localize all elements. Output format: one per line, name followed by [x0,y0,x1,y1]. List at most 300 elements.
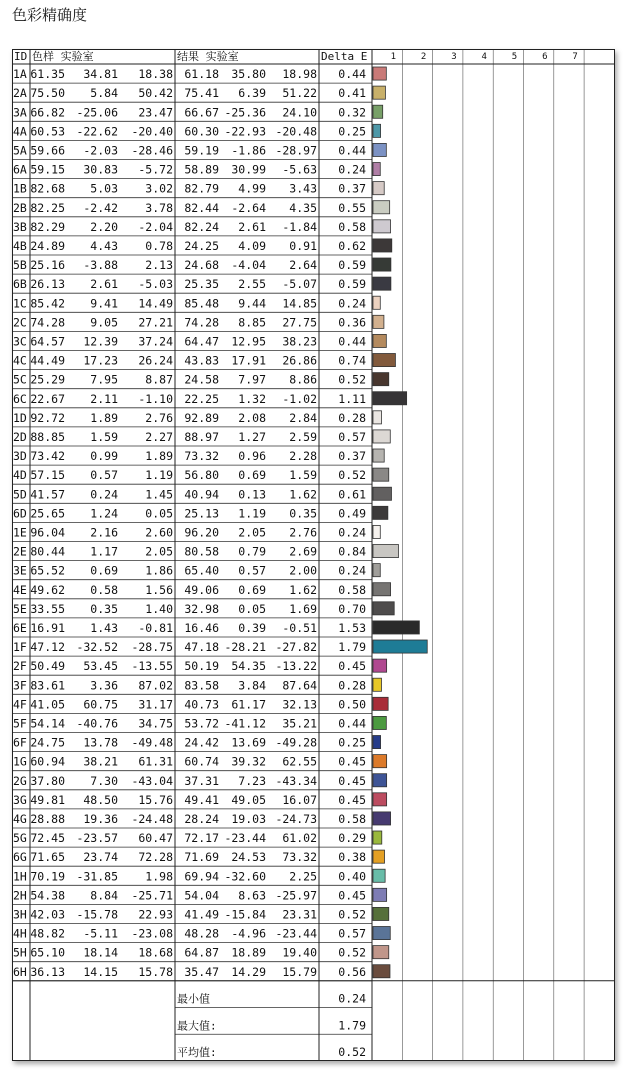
result-a-value: 1.32 [238,391,266,406]
delta-e-bar [373,545,398,558]
sample-b-value: -0.81 [138,621,173,635]
sample-l-value: 82.68 [30,181,65,196]
result-l-value: 74.28 [184,315,219,330]
sample-a-value: -32.52 [76,640,118,655]
row-id: 3B [13,219,27,234]
delta-e-bar [373,201,390,214]
row-id: 1E [13,525,27,540]
delta-e-value: 0.55 [338,200,366,215]
color-accuracy-table [12,49,615,1061]
delta-e-bar [373,850,385,863]
row-id: 3E [13,563,27,578]
result-a-value: 9.44 [238,296,266,311]
x-tick-label: 4 [481,52,487,62]
result-a-value: 2.05 [238,525,266,540]
sample-a-value: 4.43 [90,239,118,253]
result-b-value: 2.25 [289,869,317,884]
row-id: 2A [13,86,27,101]
row-id: 6D [13,506,27,521]
row-id: 3H [13,907,27,922]
delta-e-value: 0.57 [338,430,366,444]
result-l-value: 16.46 [184,621,219,635]
result-l-value: 22.25 [184,391,219,406]
sample-a-value: 2.20 [90,219,118,234]
row-id: 5A [13,143,27,158]
sample-l-value: 24.89 [30,239,65,253]
delta-e-value: 0.57 [338,926,366,941]
sample-b-value: 8.87 [145,372,173,387]
result-b-value: -49.28 [275,735,317,750]
sample-b-value: 2.05 [145,544,173,559]
result-b-value: 26.86 [282,353,317,368]
sample-b-value: -1.10 [138,391,173,406]
row-id: 6B [13,277,27,292]
delta-e-bar [373,640,427,653]
result-b-value: 2.84 [289,410,317,425]
delta-e-bar [373,334,386,347]
result-b-value: -20.48 [275,124,317,139]
result-a-value: 17.91 [231,353,266,368]
sample-l-value: 80.44 [30,544,65,559]
row-id: 3C [13,334,27,349]
delta-e-bar [373,258,391,271]
result-a-value: 0.79 [238,544,266,559]
delta-e-value: 0.40 [338,869,366,884]
sample-l-value: 41.57 [30,487,65,502]
delta-e-bar [373,143,386,156]
result-b-value: 0.91 [289,239,317,253]
sample-b-value: 14.49 [138,296,173,311]
row-id: 5C [13,372,27,387]
sample-l-value: 75.50 [30,86,65,101]
delta-e-value: 0.25 [338,735,366,750]
sample-b-value: 15.78 [138,964,173,979]
result-l-value: 25.13 [184,506,219,521]
sample-a-value: 1.17 [90,544,118,559]
delta-e-bar [373,277,391,290]
sample-b-value: 23.47 [138,105,173,120]
result-a-value: 2.61 [238,219,266,234]
result-b-value: 87.64 [282,678,317,693]
result-b-value: -5.07 [282,277,317,292]
row-id: 4E [13,582,27,597]
sample-b-value: 31.17 [138,697,173,712]
sample-b-value: 50.42 [138,86,173,101]
result-a-value: 12.95 [231,334,266,349]
result-a-value: -2.64 [231,200,266,215]
delta-e-value: 1.79 [338,640,366,655]
result-l-value: 61.18 [184,67,219,82]
sample-l-value: 48.82 [30,926,65,941]
delta-e-value: 0.25 [338,124,366,139]
sample-b-value: 34.75 [138,716,173,731]
sample-a-value: 0.35 [90,601,118,616]
sample-b-value: -49.48 [131,735,173,750]
delta-e-bar [373,659,387,672]
row-id: 6G [13,850,27,865]
result-a-value: -4.96 [231,926,266,941]
sample-l-value: 83.61 [30,678,65,693]
sample-b-value: 0.05 [145,506,173,521]
result-a-value: 18.89 [231,945,266,960]
result-a-value: 6.39 [238,86,266,101]
delta-e-bar [373,774,387,787]
sample-a-value: -2.42 [83,200,118,215]
delta-e-bar [373,239,392,252]
result-l-value: 73.32 [184,449,219,464]
sample-l-value: 72.45 [30,831,65,846]
sample-b-value: -13.55 [131,659,173,674]
result-l-value: 24.68 [184,258,219,273]
delta-e-value: 0.29 [338,831,366,846]
sample-a-value: 5.84 [90,86,118,101]
sample-a-value: 30.83 [83,162,118,177]
result-l-value: 96.20 [184,525,219,540]
summary-value: 1.79 [338,1018,366,1033]
delta-e-bar [373,220,391,233]
delta-e-bar [373,525,380,538]
delta-e-bar [373,430,390,443]
sample-a-value: -5.11 [83,926,118,941]
delta-e-value: 0.45 [338,754,366,769]
result-b-value: -23.44 [275,926,317,941]
result-l-value: 59.19 [184,143,219,158]
result-b-value: -1.84 [282,219,317,234]
result-b-value: 8.86 [289,372,317,387]
sample-a-value: 1.24 [90,506,118,521]
result-l-value: 40.94 [184,487,219,502]
sample-b-value: 15.76 [138,792,173,807]
delta-e-bar [373,583,391,596]
sample-l-value: 74.28 [30,315,65,330]
row-id: 4B [13,239,27,253]
delta-e-value: 0.61 [338,487,366,502]
result-b-value: 2.59 [289,430,317,444]
result-b-value: -25.97 [275,888,317,903]
result-a-value: 0.13 [238,487,266,502]
delta-e-bar [373,621,419,634]
row-id: 4C [13,353,27,368]
result-b-value: 38.23 [282,334,317,349]
sample-b-value: -24.48 [131,812,173,826]
result-l-value: 25.35 [184,277,219,292]
sample-a-value: -31.85 [76,869,118,884]
result-b-value: 51.22 [282,86,317,101]
sample-l-value: 33.55 [30,601,65,616]
sample-l-value: 96.04 [30,525,65,540]
result-b-value: 73.32 [282,850,317,865]
sample-b-value: 2.76 [145,410,173,425]
result-l-value: 66.67 [184,105,219,120]
result-l-value: 65.40 [184,563,219,578]
delta-e-bar [373,927,390,940]
result-a-value: 19.03 [231,812,266,826]
delta-e-value: 0.58 [338,812,366,826]
sample-l-value: 54.38 [30,888,65,903]
result-l-value: 32.98 [184,601,219,616]
delta-e-bar [373,564,380,577]
sample-a-value: 0.57 [90,468,118,483]
sample-l-value: 22.67 [30,391,65,406]
result-l-value: 69.94 [184,869,219,884]
result-a-value: 2.08 [238,410,266,425]
row-id: 2H [13,888,27,903]
result-a-value: -22.93 [224,124,266,139]
sample-a-value: 0.69 [90,563,118,578]
result-l-value: 50.19 [184,659,219,674]
row-id: 1G [13,754,27,769]
delta-e-value: 0.37 [338,181,366,196]
delta-e-bar [373,86,385,99]
result-a-value: 3.84 [238,678,266,693]
sample-l-value: 60.94 [30,754,65,769]
result-l-value: 41.49 [184,907,219,922]
sample-a-value: 1.43 [90,621,118,635]
sample-l-value: 88.85 [30,430,65,444]
page-title: 色彩精确度 [12,6,88,24]
result-b-value: 62.55 [282,754,317,769]
sample-b-value: 1.56 [145,582,173,597]
row-id: 6F [13,735,27,750]
sample-b-value: -20.40 [131,124,173,139]
delta-e-value: 0.28 [338,410,366,425]
sample-l-value: 24.75 [30,735,65,750]
sample-a-value: 13.78 [83,735,118,750]
result-l-value: 71.69 [184,850,219,865]
sample-l-value: 65.52 [30,563,65,578]
sample-b-value: 1.45 [145,487,173,502]
result-l-value: 24.42 [184,735,219,750]
sample-b-value: 1.89 [145,449,173,464]
result-l-value: 85.48 [184,296,219,311]
sample-l-value: 49.81 [30,792,65,807]
delta-e-bar [373,449,384,462]
result-l-value: 53.72 [184,716,219,731]
x-tick-label: 6 [542,52,548,62]
delta-e-value: 0.52 [338,945,366,960]
result-a-value: 0.69 [238,468,266,483]
result-a-value: -23.44 [224,831,266,846]
result-l-value: 35.47 [184,964,219,979]
delta-e-bar [373,506,388,519]
sample-l-value: 59.66 [30,143,65,158]
sample-a-value: 2.16 [90,525,118,540]
sample-a-value: 19.36 [83,812,118,826]
sample-a-value: 34.81 [83,67,118,82]
sample-b-value: -43.04 [131,773,173,788]
x-tick-label: 5 [511,52,518,62]
sample-l-value: 25.65 [30,506,65,521]
row-id: 4A [13,124,27,139]
delta-e-value: 0.62 [338,239,366,253]
result-a-value: 8.85 [238,315,266,330]
result-a-value: 39.32 [231,754,266,769]
result-a-value: -4.04 [231,258,266,273]
header-id: ID [14,50,28,63]
result-a-value: 2.55 [238,277,266,292]
result-a-value: 30.99 [231,162,266,177]
delta-e-value: 0.32 [338,105,366,120]
summary-label: 最大值: [177,1019,217,1033]
sample-a-value: 0.58 [90,582,118,597]
delta-e-bar [373,793,387,806]
row-id: 5G [13,831,27,846]
result-l-value: 56.80 [184,468,219,483]
delta-e-bar [373,296,380,309]
delta-e-value: 0.28 [338,678,366,693]
result-l-value: 48.28 [184,926,219,941]
row-id: 2C [13,315,27,330]
row-id: 4G [13,812,27,826]
result-b-value: -24.73 [275,812,317,826]
sample-l-value: 36.13 [30,964,65,979]
result-a-value: 7.23 [238,773,266,788]
result-a-value: 0.05 [238,601,266,616]
sample-a-value: 38.21 [83,754,118,769]
sample-l-value: 71.65 [30,850,65,865]
delta-e-bar [373,907,389,920]
result-l-value: 72.17 [184,831,219,846]
sample-b-value: 18.68 [138,945,173,960]
sample-l-value: 44.49 [30,353,65,368]
delta-e-value: 0.49 [338,506,366,521]
sample-l-value: 82.25 [30,200,65,215]
summary-value: 0.24 [338,991,366,1006]
sample-b-value: 2.60 [145,525,173,540]
row-id: 6E [13,621,27,635]
delta-e-value: 0.56 [338,964,366,979]
sample-b-value: 61.31 [138,754,173,769]
result-a-value: 1.27 [238,430,266,444]
row-id: 3D [13,449,27,464]
delta-e-value: 0.44 [338,716,366,731]
result-a-value: 24.53 [231,850,266,865]
delta-e-bar [373,411,381,424]
sample-b-value: 3.78 [145,200,173,215]
delta-e-bar [373,354,395,367]
delta-e-bar [373,124,381,137]
result-l-value: 64.47 [184,334,219,349]
sample-l-value: 50.49 [30,659,65,674]
sample-b-value: -28.46 [131,143,173,158]
row-id: 6A [13,162,27,177]
result-b-value: 16.07 [282,792,317,807]
row-id: 5H [13,945,27,960]
sample-l-value: 60.53 [30,124,65,139]
sample-l-value: 16.91 [30,621,65,635]
delta-e-chart [12,49,615,1061]
delta-e-value: 0.38 [338,850,366,865]
sample-a-value: 14.15 [83,964,118,979]
x-tick-label: 1 [390,52,397,62]
result-l-value: 24.25 [184,239,219,253]
result-a-value: 35.80 [231,67,266,82]
result-a-value: 13.69 [231,735,266,750]
result-l-value: 24.58 [184,372,219,387]
sample-b-value: -25.71 [131,888,173,903]
result-l-value: 49.06 [184,582,219,597]
result-b-value: 23.31 [282,907,317,922]
result-l-value: 82.44 [184,200,219,215]
sample-l-value: 85.42 [30,296,65,311]
result-b-value: -13.22 [275,659,317,674]
result-a-value: 54.35 [231,659,266,674]
result-a-value: 14.29 [231,964,266,979]
delta-e-value: 0.44 [338,334,366,349]
delta-e-bar [373,182,384,195]
delta-e-value: 0.24 [338,525,366,540]
sample-b-value: -2.04 [138,219,173,234]
sample-a-value: -15.78 [76,907,118,922]
row-id: 3F [13,678,27,693]
delta-e-bar [373,468,389,481]
result-a-value: 1.19 [238,506,266,521]
row-id: 3A [13,105,27,120]
result-b-value: 2.28 [289,449,317,464]
x-tick-label: 7 [572,52,578,62]
result-b-value: -1.02 [282,391,317,406]
result-l-value: 83.58 [184,678,219,693]
sample-a-value: 7.95 [90,372,118,387]
result-b-value: 19.40 [282,945,317,960]
result-l-value: 54.04 [184,888,219,903]
delta-e-value: 0.58 [338,582,366,597]
result-a-value: 7.97 [238,372,266,387]
summary-label: 最小值 [177,992,210,1006]
sample-b-value: 1.86 [145,563,173,578]
delta-e-value: 0.45 [338,659,366,674]
row-id: 2B [13,200,27,215]
delta-e-bar [373,373,389,386]
result-b-value: 4.35 [289,200,317,215]
delta-e-bar [373,67,386,80]
delta-e-bar [373,869,385,882]
sample-b-value: 1.40 [145,601,173,616]
row-id: 1F [13,640,27,655]
result-b-value: 3.43 [289,181,317,196]
result-b-value: 2.64 [289,258,317,273]
summary-label: 平均值: [177,1046,217,1059]
delta-e-bar [373,755,387,768]
row-id: 5B [13,258,27,273]
sample-b-value: 72.28 [138,850,173,865]
sample-a-value: 48.50 [83,792,118,807]
delta-e-value: 0.44 [338,67,366,82]
result-b-value: -27.82 [275,640,317,655]
sample-l-value: 49.62 [30,582,65,597]
row-id: 6H [13,964,27,979]
row-id: 1D [13,410,27,425]
result-l-value: 43.83 [184,353,219,368]
result-b-value: 14.85 [282,296,317,311]
delta-e-bar [373,716,386,729]
sample-b-value: 18.38 [138,67,173,82]
sample-l-value: 92.72 [30,410,65,425]
sample-b-value: 2.13 [145,258,173,273]
row-id: 5F [13,716,27,731]
sample-a-value: -25.06 [76,105,118,120]
sample-a-value: 3.36 [90,678,118,693]
sample-b-value: 22.93 [138,907,173,922]
result-b-value: 2.76 [289,525,317,540]
result-l-value: 58.89 [184,162,219,177]
delta-e-bar [373,163,380,176]
sample-a-value: 17.23 [83,353,118,368]
result-a-value: 4.99 [238,181,266,196]
result-l-value: 75.41 [184,86,219,101]
result-b-value: -28.97 [275,143,317,158]
result-a-value: 0.57 [238,563,266,578]
